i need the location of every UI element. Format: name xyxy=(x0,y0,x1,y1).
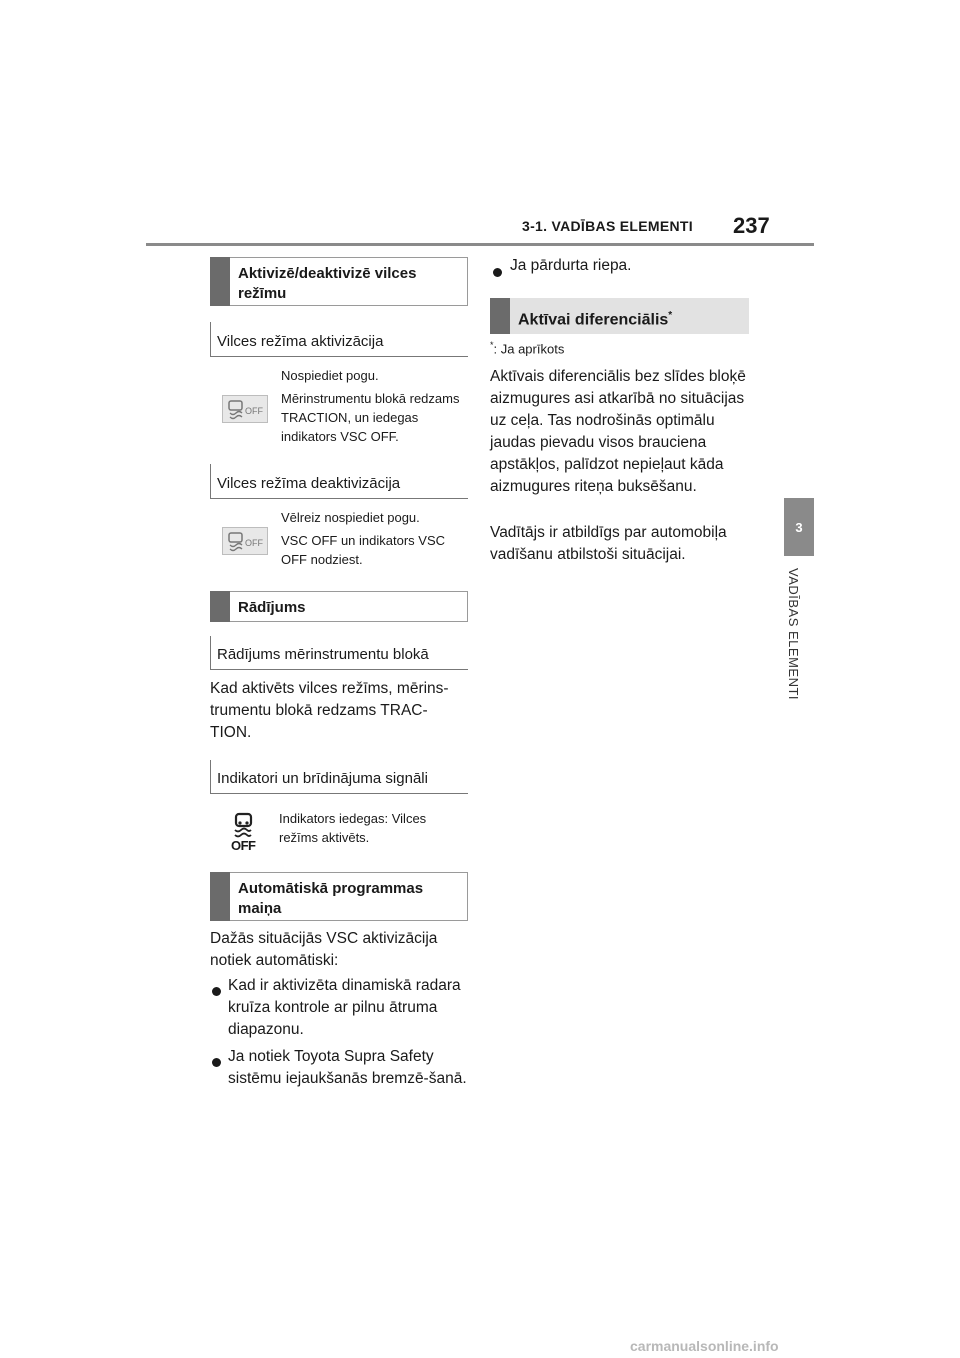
bullet-dot xyxy=(212,1054,221,1072)
section-title: Automātiskā programmas maiņa xyxy=(238,880,424,917)
bullet-dot xyxy=(493,264,502,282)
traction-indicator-icon xyxy=(229,812,259,852)
deactivate-press-text: Vēlreiz nospiediet pogu. xyxy=(281,510,420,525)
header-rule xyxy=(146,243,814,246)
activate-press-text: Nospiediet pogu. xyxy=(281,368,379,383)
display-text: Kad aktivēts vilces režīms, mērins-trumentu blokā redzams TRAC-TION. xyxy=(210,680,449,741)
chapter-number: 3 xyxy=(795,519,803,535)
page-number: 237 xyxy=(733,213,770,238)
car-skid-icon xyxy=(227,531,265,553)
indicator-off-label: OFF xyxy=(231,838,256,853)
section-title: Aktivizē/deaktivizē vilces režīmu xyxy=(238,265,417,302)
differential-paragraph: Aktīvais diferenciālis bez slīdes bloķē aizmugures asi atkarībā no situācijas uz ceļa. Tas nodrošinās optimālu jaudas pievadu visos brauciena apstākļos, palīdzot nepieļaut kāda aizmugures riteņa buksēšanu. xyxy=(490,368,746,495)
section-header: 3-1. VADĪBAS ELEMENTI xyxy=(522,218,693,234)
list-item: Ja notiek Toyota Supra Safety sistēmu iejaukšanās bremzē-šanā. xyxy=(228,1048,467,1087)
chapter-label: VADĪBAS ELEMENTI xyxy=(786,568,801,701)
car-skid-icon xyxy=(227,399,265,421)
traction-button-icon xyxy=(222,395,268,423)
subheading-deactivate: Vilces režīma deaktivizācija xyxy=(210,464,468,499)
asterisk: * xyxy=(668,310,673,321)
section-activate xyxy=(210,257,468,306)
subheading-indicators: Indikatori un brīdinājuma signāli xyxy=(210,760,468,794)
chapter-tab xyxy=(784,498,814,556)
watermark: carmanualsonline.info xyxy=(630,1338,779,1354)
activate-description: Mērinstrumentu blokā redzams TRACTION, un iedegas indikators VSC OFF. xyxy=(281,391,460,444)
section-auto xyxy=(210,872,468,921)
list-item: Kad ir aktivizēta dinamiskā radara kruīza kontrole ar pilnu ātruma diapazonu. xyxy=(228,977,461,1038)
driver-responsibility-paragraph: Vadītājs ir atbildīgs par automobiļa vadīšanu atbilstoši situācijai. xyxy=(490,524,727,563)
subheading-activate: Vilces režīma aktivizācija xyxy=(210,322,468,357)
subheading-display: Rādījums mērinstrumentu blokā xyxy=(210,636,468,670)
auto-intro: Dažās situācijās VSC aktivizācija notiek automātiski: xyxy=(210,930,438,969)
section-display xyxy=(210,591,468,622)
svg-text:OFF: OFF xyxy=(245,538,263,548)
list-item: Ja pārdurta riepa. xyxy=(510,257,632,274)
footnote: *: Ja aprīkots xyxy=(490,340,565,357)
section-title: Aktīvai diferenciālis* xyxy=(518,310,673,329)
section-active-differential xyxy=(490,298,749,334)
section-title: Rādījums xyxy=(238,599,306,616)
svg-text:OFF: OFF xyxy=(245,406,263,416)
traction-button-icon xyxy=(222,527,268,555)
deactivate-description: VSC OFF un indikators VSC OFF nodziest. xyxy=(281,533,445,567)
indicator-text: Indikators iedegas: Vilces režīms aktivēts. xyxy=(279,811,427,845)
bullet-dot xyxy=(212,983,221,1001)
